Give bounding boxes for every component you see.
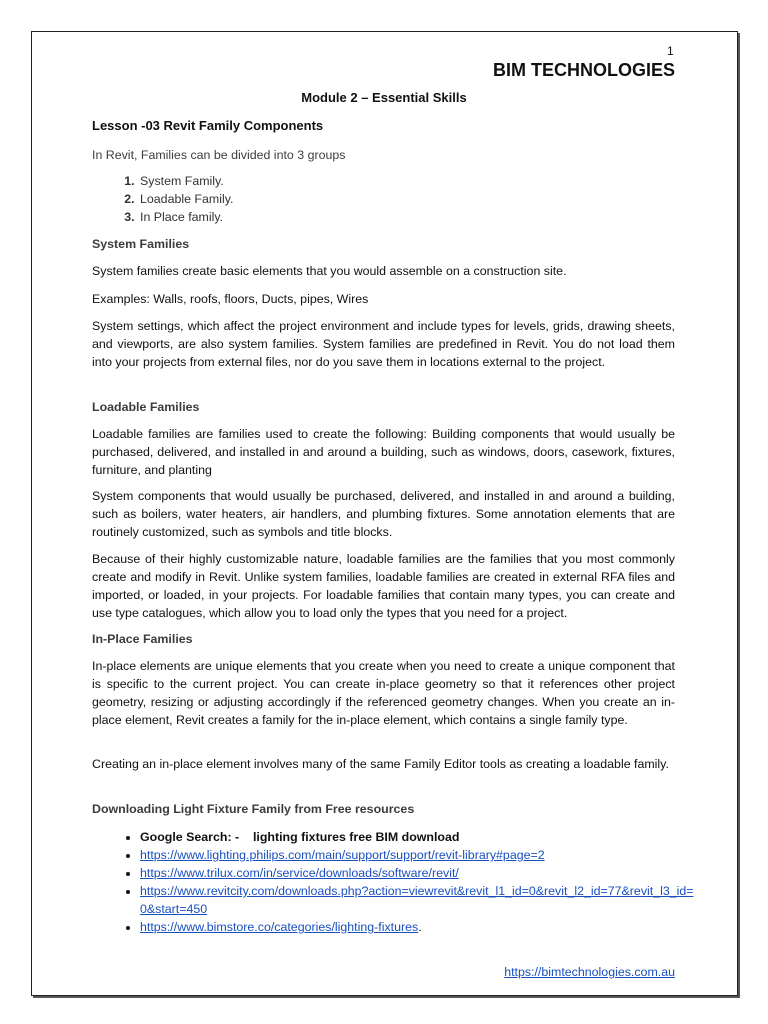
brand-title: BIM TECHNOLOGIES <box>492 60 675 80</box>
list-item: 2. Loadable Family. <box>138 190 233 208</box>
system-families-p3: System settings, which affect the project environment and include types for levels, grids, drawing sheets, and viewports, are also system families. System families are predefined in Revit. You do not load them into your projects from external files, nor do you save them in locations external to the project. <box>92 319 675 369</box>
list-item <box>140 828 700 846</box>
download-links-list <box>92 828 700 936</box>
list-item: 3. In Place family. <box>138 208 233 226</box>
system-families-examples: Examples: Walls, roofs, floors, Ducts, pipes, Wires <box>92 292 369 306</box>
family-groups-list <box>92 172 233 226</box>
intro-text: In Revit, Families can be divided into 3 groups <box>92 148 346 162</box>
module-title: Module 2 – Essential Skills <box>301 90 467 105</box>
revitcity-link[interactable]: https://www.revitcity.com/downloads.php?action=viewrevit&revit_l1_id=0&revit_l2_id=77&revit_l3_id=0&start=450 <box>140 884 694 916</box>
lesson-title: Lesson -03 Revit Family Components <box>92 118 324 133</box>
in-place-families-p2: Creating an in-place element involves many of the same Family Editor tools as creating a loadable family. <box>92 757 669 771</box>
loadable-families-p3: Because of their highly customizable nature, loadable families are the families that you most commonly create and modify in Revit. Unlike system families, loadable families are created in external RFA files and imported, or loaded, in your projects. For loadable families that contain many types, you can create and use type catalogues, which allow you to load only the types that you need for a project. <box>92 552 675 620</box>
downloads-heading: Downloading Light Fixture Family from Free resources <box>92 802 415 816</box>
list-item <box>140 846 700 864</box>
trilux-link[interactable]: https://www.trilux.com/in/service/downloads/software/revit/ <box>140 866 459 880</box>
system-families-p1: System families create basic elements that you would assemble on a construction site. <box>92 264 567 278</box>
footer-website-link[interactable]: https://bimtechnologies.com.au <box>504 965 675 979</box>
loadable-families-heading: Loadable Families <box>92 400 200 414</box>
list-item <box>140 918 700 936</box>
list-item <box>140 882 700 918</box>
list-item <box>140 864 700 882</box>
in-place-families-p1: In-place elements are unique elements that you create when you need to create a unique component that is specific to the current project. You can create in-place geometry so that it references other project geometry, resizing or adjusting accordingly if the referenced geometry changes. When you create an in-place element, Revit creates a family for the in-place element, which contains a single family type. <box>92 659 675 727</box>
system-families-heading: System Families <box>92 237 190 251</box>
philips-link[interactable]: https://www.lighting.philips.com/main/support/support/revit-library#page=2 <box>140 848 545 862</box>
in-place-families-heading: In-Place Families <box>92 632 193 646</box>
loadable-families-p2: System components that would usually be purchased, delivered, and installed in and around a building, such as boilers, water heaters, air handlers, and plumbing fixtures. Some annotation elements that are routinely customized, such as symbols and title blocks. <box>92 489 675 539</box>
bimstore-link[interactable]: https://www.bimstore.co/categories/lighting-fixtures <box>140 920 419 934</box>
list-item: 1. System Family. <box>138 172 233 190</box>
loadable-families-p1: Loadable families are families used to create the following: Building components that would usually be purchased, delivered, and installed in and around a building, such as windows, doors, casework, fixtures, furniture, and planting <box>92 427 675 477</box>
trailing-period: . <box>418 920 422 934</box>
google-search-label: Google Search: - <box>140 830 240 844</box>
page-number: 1 <box>667 44 674 58</box>
google-search-query: lighting fixtures free BIM download <box>252 830 460 844</box>
